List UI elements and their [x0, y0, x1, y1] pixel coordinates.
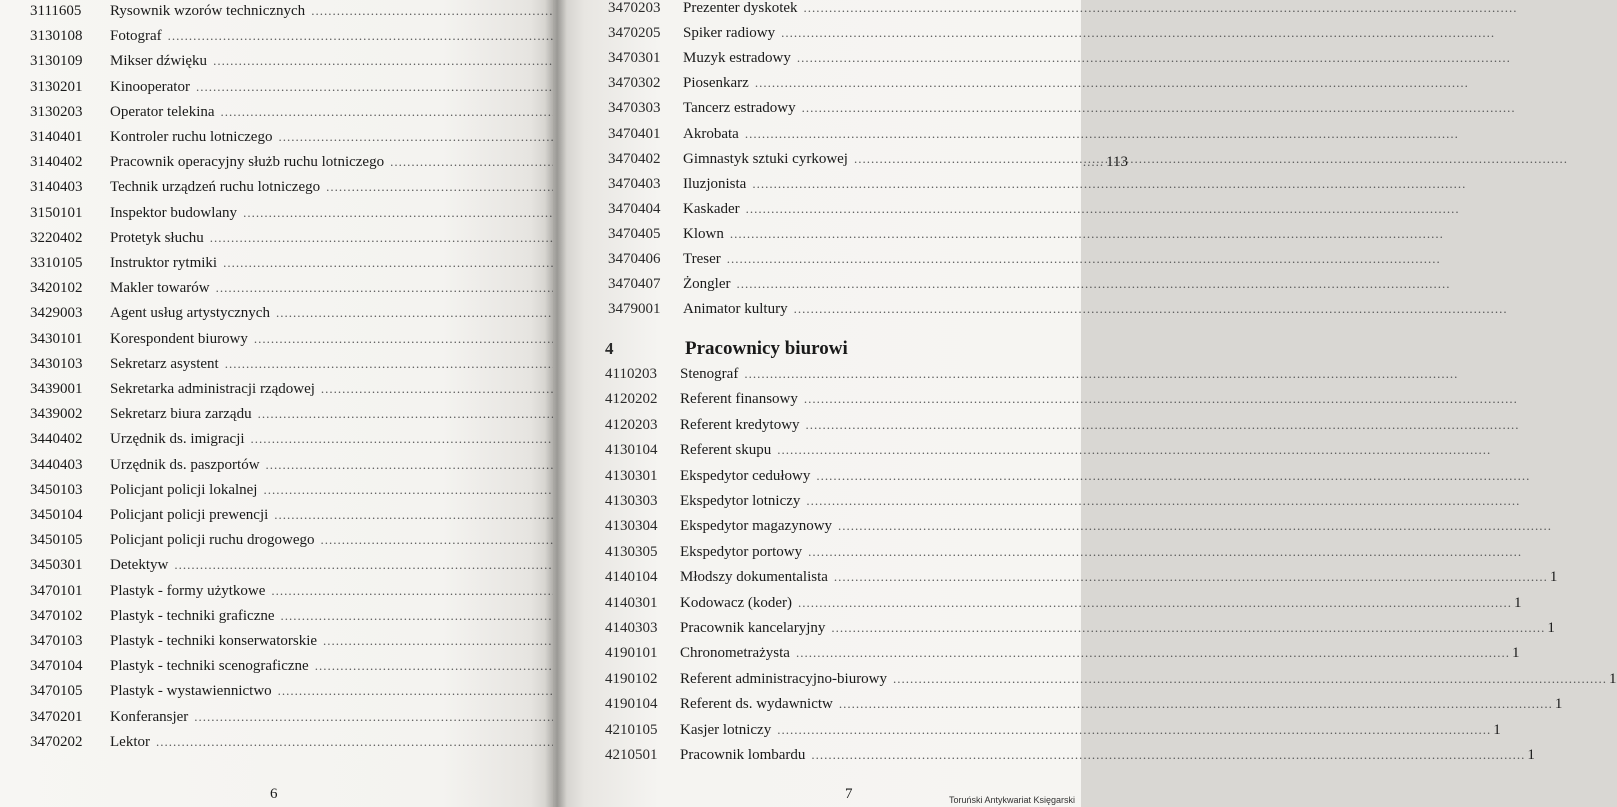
toc-entry: [30, 653, 528, 678]
entry-code: 4130104: [605, 442, 658, 459]
entry-code: 4130305: [605, 543, 658, 560]
toc-entry: [608, 0, 1083, 20]
entry-title: Lektor: [110, 733, 150, 750]
toc-entry: [608, 196, 1083, 221]
entry-title: Agent usług artystycznych: [110, 305, 270, 322]
entry-title: Sekretarz asystent: [110, 355, 219, 372]
leader-dots: [816, 463, 1530, 488]
entry-title: Piosenkarz: [683, 75, 749, 92]
entry-code: 3130201: [30, 78, 83, 95]
entry-title: Policjant policji lokalnej: [110, 481, 258, 498]
leader-dots: [804, 386, 1518, 411]
entry-title: Inspektor budowlany: [110, 204, 238, 221]
toc-entry: [608, 171, 1083, 196]
leader-dots: [802, 95, 1516, 120]
entry-code: 3470104: [30, 658, 83, 675]
leader-dots: [808, 539, 1522, 564]
toc-entry: [30, 225, 528, 250]
entry-title: Prezenter dyskotek: [683, 0, 798, 16]
entry-code: 3470102: [30, 607, 83, 624]
leader-dots: [854, 146, 1568, 171]
entry-title: Gimnastyk sztuki cyrkowej: [683, 150, 848, 167]
toc-entry: [30, 578, 528, 603]
toc-entry: [30, 326, 528, 351]
entry-title: Sekretarka administracji rządowej: [110, 381, 315, 397]
entry-title: Policjant policji prewencji: [110, 507, 269, 523]
entry-code: 4130303: [605, 493, 658, 509]
leader-dots: [838, 513, 1552, 538]
entry-code: 4210105: [605, 721, 658, 738]
entry-title: Urzędnik ds. imigracji: [110, 431, 245, 448]
entry-code: 3470406: [608, 251, 661, 267]
entry-title: Stenograf: [680, 366, 739, 382]
leader-dots: [736, 271, 1450, 296]
entry-code: 4190101: [605, 645, 658, 662]
section-code: 4: [605, 339, 614, 358]
toc-entry: [605, 488, 1083, 513]
entry-code: 4120203: [605, 416, 658, 433]
toc-entry: [608, 271, 1083, 296]
entry-title: Klown: [683, 225, 724, 242]
leader-dots: [746, 196, 1460, 221]
entry-title: Iluzjonista: [683, 175, 747, 192]
section-heading: [605, 334, 905, 364]
leader-dots: [727, 246, 1441, 271]
entry-title: Muzyk estradowy: [683, 50, 791, 67]
entry-code: 3130203: [30, 103, 83, 120]
entry-title: Treser: [683, 251, 721, 267]
entry-code: 3140403: [30, 179, 83, 196]
toc-entry: [608, 246, 1083, 271]
entry-title: Ekspedytor cedułowy: [680, 467, 811, 484]
entry-title: Detektyw: [110, 557, 169, 574]
entry-code: 3450105: [30, 532, 83, 549]
toc-entry: [30, 300, 528, 325]
entry-code: 3470103: [30, 633, 83, 649]
leader-dots: [831, 615, 1545, 640]
leader-dots: [798, 590, 1512, 615]
leader-dots: [806, 412, 1520, 437]
entry-code: 4210501: [605, 747, 658, 763]
toc-entry: [30, 275, 528, 300]
toc-entry: [30, 200, 528, 225]
entry-title: Operator telekina: [110, 103, 215, 120]
entry-title: Instruktor rytmiki: [110, 255, 218, 271]
toc-entry: [608, 95, 1083, 120]
entry-page-number: 1: [1514, 594, 1522, 611]
leader-dots: [794, 296, 1508, 321]
entry-title: Ekspedytor magazynowy: [680, 518, 833, 535]
entry-title: Plastyk - techniki graficzne: [110, 607, 275, 624]
entry-code: 3470303: [608, 100, 661, 117]
leader-dots: [796, 640, 1510, 665]
entry-page-number: 1: [1554, 696, 1563, 713]
entry-code: 3130108: [30, 28, 83, 45]
entry-title: Kinooperator: [110, 78, 190, 95]
leader-dots: [806, 488, 1520, 513]
entry-code: 3470202: [30, 733, 83, 750]
toc-entry: [608, 70, 1083, 95]
leader-dots: [755, 70, 1469, 95]
entry-code: 4190104: [605, 696, 658, 713]
entry-title: Plastyk - techniki konserwatorskie: [110, 633, 318, 649]
toc-entry: [30, 426, 528, 451]
entry-title: Mikser dźwięku: [110, 53, 208, 70]
toc-entry: [605, 615, 1555, 640]
entry-code: 3470403: [608, 175, 661, 192]
entry-title: Fotograf: [110, 28, 162, 45]
entry-code: 3470404: [608, 200, 661, 217]
leader-dots: [777, 437, 1491, 462]
entry-title: Pracownik lombardu: [680, 747, 806, 763]
entry-title: Referent kredytowy: [680, 416, 800, 433]
entry-code: 3140401: [30, 129, 83, 145]
toc-entry: [30, 401, 528, 426]
toc-entry: [605, 590, 1522, 615]
entry-title: Korespondent biurowy: [110, 330, 248, 347]
entry-title: Plastyk - wystawiennictwo: [110, 683, 272, 700]
entry-title: Ekspedytor lotniczy: [680, 493, 801, 509]
entry-code: 3470401: [608, 125, 661, 142]
toc-entry: [608, 20, 1083, 45]
leader-dots: [730, 221, 1444, 246]
entry-code: 3429003: [30, 305, 83, 322]
entry-code: 4140301: [605, 594, 658, 611]
toc-entry: [30, 23, 528, 48]
entry-title: Spiker radiowy: [683, 25, 776, 42]
entry-code: 3470205: [608, 25, 661, 42]
entry-code: 3140402: [30, 154, 83, 171]
toc-entry: [30, 0, 528, 23]
entry-page-number: 1: [1547, 620, 1555, 636]
entry-code: 3430103: [30, 355, 83, 372]
entry-page-number: 1: [1527, 747, 1535, 763]
page-number-left: 6: [270, 786, 278, 802]
entry-page-number: 1: [1609, 670, 1617, 687]
entry-title: Makler towarów: [110, 280, 210, 297]
leader-dots: [781, 20, 1495, 45]
entry-title: Młodszy dokumentalista: [680, 569, 828, 586]
entry-code: 3470201: [30, 708, 83, 725]
watermark: Toruński Antykwariat Księgarski: [948, 795, 1075, 805]
toc-entry: [30, 729, 528, 754]
leader-dots: [804, 0, 1518, 20]
entry-title: Animator kultury: [683, 301, 788, 318]
entry-code: 3470405: [608, 225, 661, 242]
entry-title: Referent ds. wydawnictw: [680, 696, 833, 713]
entry-code: 4120202: [605, 391, 658, 408]
toc-entry: [30, 74, 528, 99]
entry-title: Akrobata: [683, 125, 739, 142]
entry-code: 4130304: [605, 518, 658, 535]
entry-title: Plastyk - techniki scenograficzne: [110, 658, 309, 675]
entry-title: Urzędnik ds. paszportów: [110, 456, 260, 473]
toc-entry: [30, 502, 528, 527]
toc-entry: [30, 48, 528, 73]
entry-code: 4130301: [605, 467, 658, 484]
toc-entry: [30, 124, 528, 149]
toc-entry: [30, 628, 528, 653]
toc-entry: [608, 296, 1083, 321]
toc-entry: [605, 666, 1617, 691]
entry-page-number: 113: [1106, 154, 1129, 171]
toc-entry: [605, 640, 1520, 665]
entry-code: 3479001: [608, 301, 661, 318]
toc-entry: [605, 463, 1083, 488]
entry-code: 3470105: [30, 683, 83, 700]
entry-code: 3111605: [30, 3, 82, 19]
entry-code: 3439002: [30, 406, 83, 423]
leader-dots: [744, 361, 1458, 386]
entry-code: 3440402: [30, 431, 83, 448]
entry-page-number: 1: [1549, 569, 1558, 586]
toc-entry: [605, 717, 1501, 742]
toc-entry: [605, 564, 1558, 589]
toc-entry: [608, 121, 1083, 146]
section-title: Pracownicy biurowi: [685, 338, 848, 359]
entry-title: Żongler: [683, 276, 731, 293]
entry-page-number: 1: [1511, 645, 1520, 662]
toc-entry: [605, 412, 1083, 437]
entry-title: Rysownik wzorów technicznych: [110, 3, 306, 19]
entry-code: 4140104: [605, 569, 658, 586]
toc-entry: [30, 351, 528, 376]
toc-entry: [605, 513, 1083, 538]
toc-entry: [30, 704, 528, 729]
entry-title: Ekspedytor portowy: [680, 543, 803, 560]
toc-entry: [30, 552, 528, 577]
entry-title: Pracownik operacyjny służb ruchu lotniczego: [110, 154, 385, 171]
entry-code: 3450103: [30, 481, 83, 498]
entry-code: 3150101: [30, 204, 83, 221]
entry-title: Referent finansowy: [680, 391, 798, 408]
entry-title: Pracownik kancelaryjny: [680, 620, 826, 636]
entry-code: 4190102: [605, 670, 658, 687]
entry-code: 3470101: [30, 582, 83, 599]
leader-dots: [752, 171, 1466, 196]
entry-code: 3450104: [30, 507, 83, 523]
entry-page-number: 1: [1493, 721, 1501, 738]
entry-code: 3450301: [30, 557, 83, 574]
toc-entry: [605, 386, 1083, 411]
page-number-right: 7: [845, 786, 853, 802]
toc-entry: [605, 539, 1083, 564]
entry-code: 3440403: [30, 456, 83, 473]
toc-entry: [605, 437, 1083, 462]
toc-entry: [608, 146, 1083, 171]
toc-entry: [30, 376, 528, 401]
entry-code: 3430101: [30, 330, 83, 347]
toc-entry: [30, 527, 528, 552]
toc-entry: [30, 477, 528, 502]
entry-title: Protetyk słuchu: [110, 229, 204, 246]
leader-dots: [893, 666, 1607, 691]
leader-dots: [811, 742, 1525, 767]
entry-title: Sekretarz biura zarządu: [110, 406, 252, 423]
leader-dots: [839, 691, 1553, 716]
entry-title: Kaskader: [683, 200, 740, 217]
entry-title: Kasjer lotniczy: [680, 721, 772, 738]
entry-title: Tancerz estradowy: [683, 100, 796, 117]
entry-code: 3220402: [30, 229, 83, 246]
entry-title: Chronometrażysta: [680, 645, 790, 662]
toc-entry: [30, 99, 528, 124]
entry-title: Plastyk - formy użytkowe: [110, 582, 266, 599]
entry-code: 3470302: [608, 75, 661, 92]
toc-entry: [608, 45, 1083, 70]
entry-code: 3439001: [30, 381, 83, 397]
book-gutter: [545, 0, 567, 807]
toc-entry: [605, 742, 1535, 767]
entry-title: Kontroler ruchu lotniczego: [110, 129, 273, 145]
leader-dots: [797, 45, 1511, 70]
toc-entry: [605, 691, 1563, 716]
entry-code: 3420102: [30, 280, 83, 297]
leader-dots: [834, 564, 1548, 589]
entry-title: Technik urządzeń ruchu lotniczego: [110, 179, 321, 196]
toc-entry: [30, 174, 528, 199]
entry-code: 3470203: [608, 0, 661, 16]
toc-entry: [30, 678, 528, 703]
entry-title: Referent administracyjno-biurowy: [680, 670, 888, 687]
entry-title: Kodowacz (koder): [680, 594, 793, 611]
leader-dots: [777, 717, 1491, 742]
toc-entry: [30, 452, 528, 477]
entry-title: Referent skupu: [680, 442, 772, 459]
entry-code: 3310105: [30, 255, 83, 271]
entry-code: 4110203: [605, 366, 657, 382]
entry-code: 3470301: [608, 50, 661, 67]
toc-entry: [30, 603, 528, 628]
entry-title: Konferansjer: [110, 708, 189, 725]
entry-code: 3470402: [608, 150, 661, 167]
entry-title: Policjant policji ruchu drogowego: [110, 532, 315, 549]
entry-code: 4140303: [605, 620, 658, 636]
leader-dots: [745, 121, 1459, 146]
toc-entry: [608, 221, 1083, 246]
toc-entry: [30, 250, 528, 275]
entry-code: 3470407: [608, 276, 661, 293]
toc-entry: [605, 361, 1083, 386]
entry-code: 3130109: [30, 53, 83, 70]
